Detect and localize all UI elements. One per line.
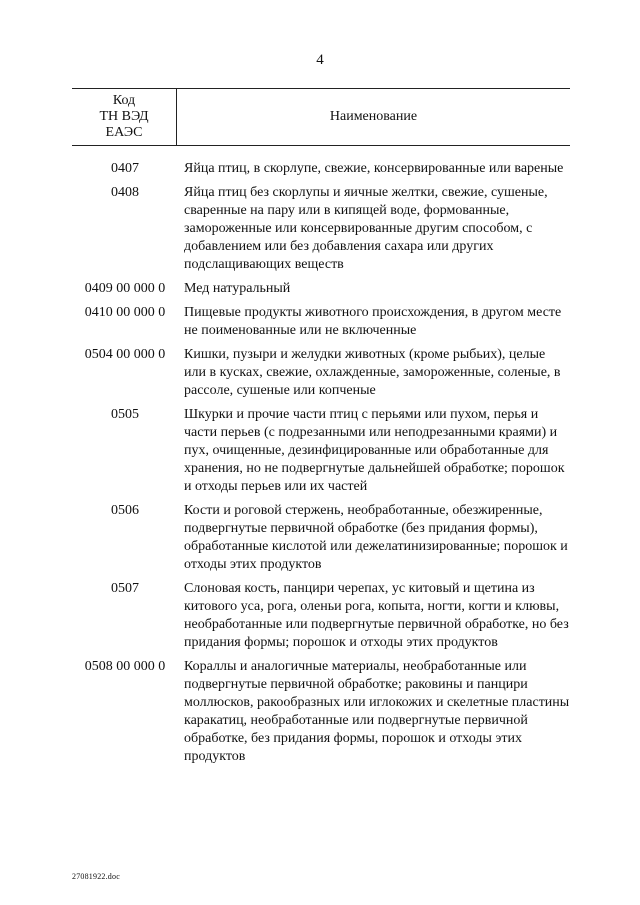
row-name: Кишки, пузыри и желудки животных (кроме рыбьих), целые или в кусках, свежие, охлажденные, замороженные, соленые, в рассоле, сушеные или копченые: [184, 347, 561, 398]
header-code-column: [72, 89, 177, 145]
row-code: 0506: [111, 503, 139, 518]
row-code: 0408: [111, 185, 139, 200]
table-row: [72, 184, 570, 274]
table-row: [72, 346, 570, 400]
row-name: Яйца птиц без скорлупы и яичные желтки, свежие, сушеные, сваренные на пару или в кипящей воде, формованные, замороженные или консервированные другим способом, с добавлением или без добавления сахара или других подслащивающих веществ: [184, 185, 548, 272]
table-row: [72, 406, 570, 496]
page-number: 4: [316, 52, 324, 68]
row-code: 0507: [111, 581, 139, 596]
row-code: 0409 00 000 0: [84, 281, 166, 296]
row-name: Слоновая кость, панцири черепах, ус китовый и щетина из китового уса, рога, оленьи рога, копыта, ногти, когти и клювы, необработанные или подвергнутые первичной обработке, но без придания формы; порошок и отходы этих продуктов: [184, 581, 569, 650]
table-body: [72, 160, 570, 772]
row-code: 0505: [111, 407, 139, 422]
row-code: 0504 00 000 0: [84, 347, 166, 362]
table-row: [72, 580, 570, 652]
header-code-line: Код: [112, 93, 136, 108]
row-name: Кости и роговой стержень, необработанные, обезжиренные, подвергнутые первичной обработке (без придания формы), обработанные кислотой или дежелатинизированные; порошок и отходы этих продуктов: [184, 503, 568, 572]
row-code: 0410 00 000 0: [84, 305, 166, 320]
header-name-column: Наименование: [329, 109, 418, 124]
row-name: Пищевые продукты животного происхождения, в другом месте не поименованные или не включенные: [184, 305, 562, 338]
table-row: [72, 280, 570, 298]
table-row: [72, 502, 570, 574]
table-header: [72, 88, 570, 146]
header-code-line: ТН ВЭД: [99, 109, 149, 124]
row-code: 0407: [111, 161, 139, 176]
row-name: Шкурки и прочие части птиц с перьями или пухом, перья и части перьев (с подрезанными или неподрезанными краями) и пух, очищенные, дезинфицированные или обработанные для хранения, но не подвергнутые дальнейшей обработке; порошок и отходы перьев или их частей: [184, 407, 565, 494]
row-name: Мед натуральный: [184, 281, 291, 296]
table-row: [72, 160, 570, 178]
row-name: Кораллы и аналогичные материалы, необработанные или подвергнутые первичной обработке; раковины и панцири моллюсков, ракообразных или иглокожих и скелетные пластины каракатиц, необработанные или подвергнутые первичной обработке, без придания формы, порошок и отходы этих продуктов: [184, 659, 570, 764]
header-code-line: ЕАЭС: [105, 125, 143, 140]
document-filename: 27081922.doc: [72, 872, 120, 881]
table-row: [72, 658, 570, 766]
row-name: Яйца птиц, в скорлупе, свежие, консервированные или вареные: [184, 161, 564, 176]
row-code: 0508 00 000 0: [84, 659, 166, 674]
table-row: [72, 304, 570, 340]
